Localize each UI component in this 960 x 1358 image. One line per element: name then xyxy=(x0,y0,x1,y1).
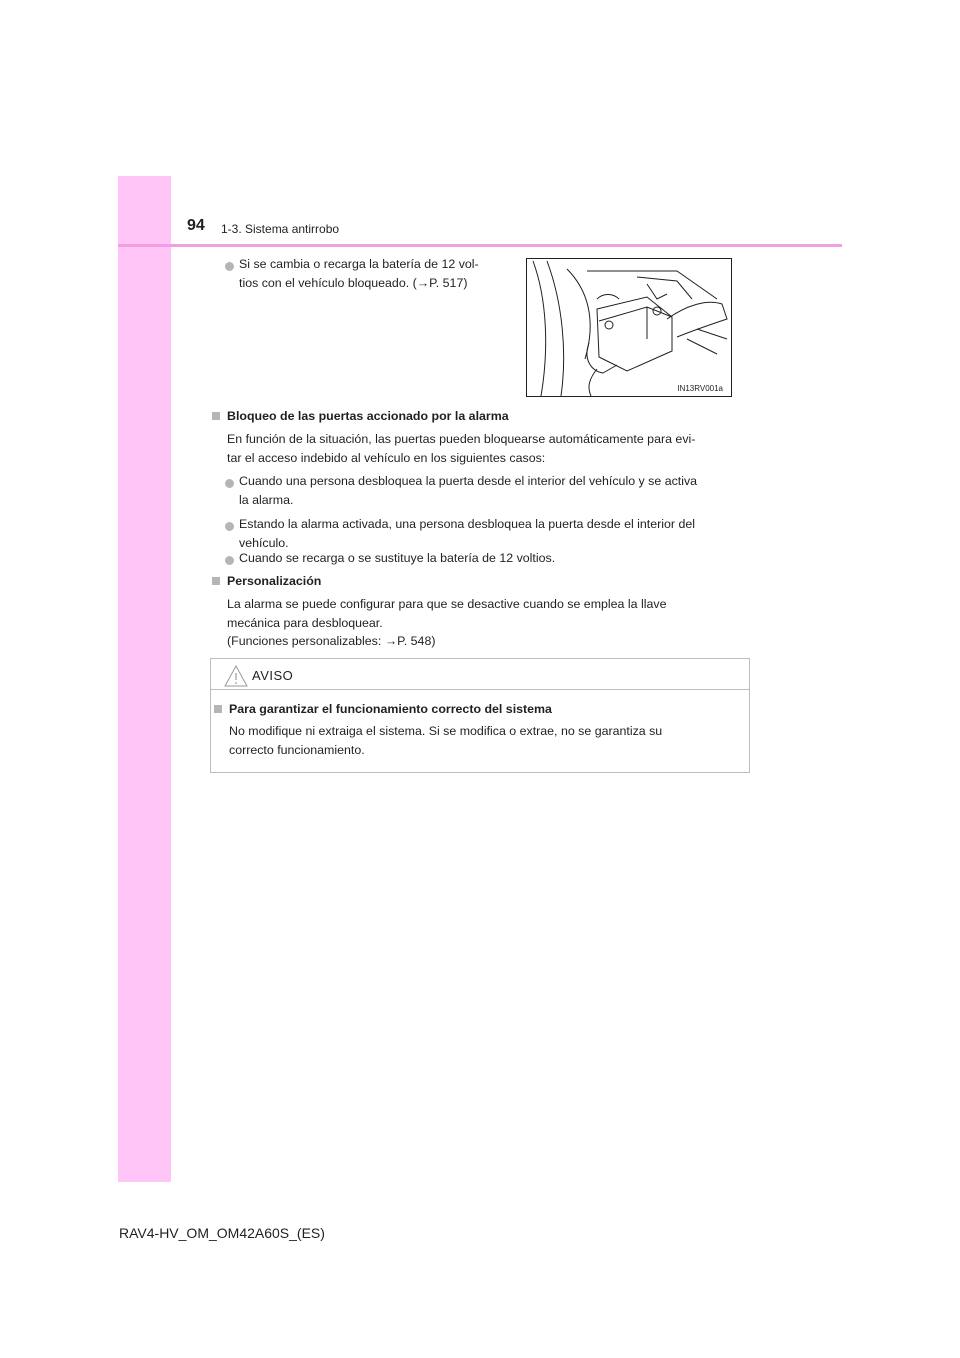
warning-heading: Para garantizar el funcionamiento correcto del sistema xyxy=(229,702,552,716)
list-item-3-line1: Cuando se recarga o se sustituye la batería de 12 voltios. xyxy=(239,551,556,565)
illustration-code: IN13RV001a xyxy=(677,384,723,393)
bullet-dot-icon xyxy=(225,479,234,488)
list-item-2-line2: vehículo. xyxy=(239,536,289,550)
section-square-icon xyxy=(212,577,220,585)
warning-line2: correcto funcionamiento. xyxy=(229,743,365,757)
bullet-dot-icon xyxy=(225,522,234,531)
header-rule xyxy=(118,244,842,247)
section-custom-line3: (Funciones personalizables: →P. 548) xyxy=(227,634,436,648)
warning-divider xyxy=(211,689,749,690)
list-item-1-line2: la alarma. xyxy=(239,493,294,507)
bullet-dot-icon xyxy=(225,556,234,565)
bullet-top-line1: Si se cambia o recarga la batería de 12 vol- xyxy=(239,257,479,271)
warning-triangle-icon xyxy=(224,665,248,687)
section-title: 1-3. Sistema antirrobo xyxy=(221,222,340,236)
warning-box xyxy=(210,658,750,773)
section-lock-heading: Bloqueo de las puertas accionado por la alarma xyxy=(227,409,509,423)
side-tab-band xyxy=(118,176,171,1182)
section-lock-intro-line1: En función de la situación, las puertas pueden bloquearse automáticamente para evi- xyxy=(227,432,696,446)
section-custom-heading: Personalización xyxy=(227,574,322,588)
section-square-icon xyxy=(212,412,220,420)
list-item-1-line1: Cuando una persona desbloquea la puerta desde el interior del vehículo y se activa xyxy=(239,474,698,488)
page-number: 94 xyxy=(187,217,205,234)
section-square-icon xyxy=(214,705,222,713)
footer-doc-code: RAV4-HV_OM_OM42A60S_(ES) xyxy=(119,1225,325,1241)
list-item-2-line1: Estando la alarma activada, una persona desbloquea la puerta desde el interior del xyxy=(239,517,696,531)
bullet-top-line2: tios con el vehículo bloqueado. (→P. 517) xyxy=(239,276,468,290)
section-lock-intro-line2: tar el acceso indebido al vehículo en los siguientes casos: xyxy=(227,451,546,465)
warning-label: AVISO xyxy=(252,668,294,683)
battery-icon xyxy=(527,259,731,396)
section-custom-line2: mecánica para desbloquear. xyxy=(227,616,383,630)
section-custom-line1: La alarma se puede configurar para que se desactive cuando se emplea la llave xyxy=(227,597,667,611)
bullet-dot-icon xyxy=(225,262,234,271)
battery-illustration xyxy=(526,258,732,397)
warning-line1: No modifique ni extraiga el sistema. Si se modifica o extrae, no se garantiza su xyxy=(229,724,663,738)
